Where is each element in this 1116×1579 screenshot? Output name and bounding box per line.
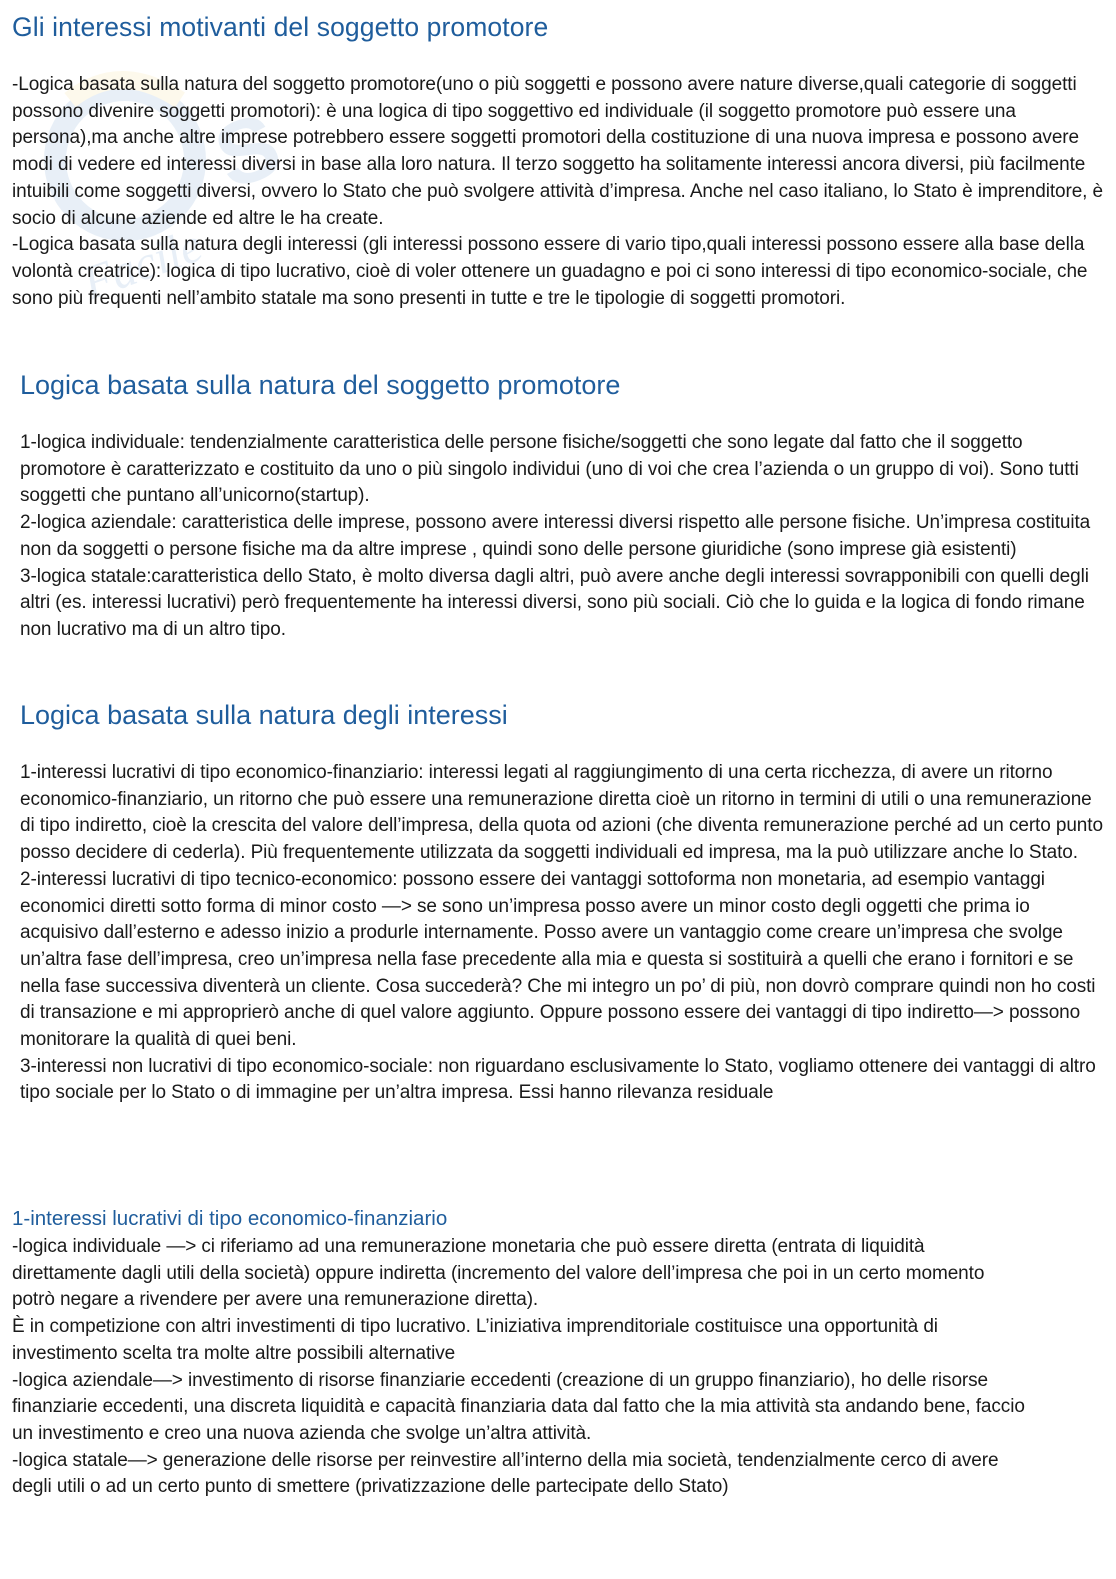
list-item: 1-logica individuale: tendenzialmente caratteristica delle persone fisiche/soggetti che sono legate dal fatto che il soggetto promotore è caratterizzato e costituito da uno o più singolo individui (uno di voi che crea l’azienda o un gruppo di voi). Sono tutti soggetti che puntano all’unicorno(startup). bbox=[20, 432, 1079, 507]
list-item: -logica aziendale—> investimento di risorse finanziarie eccedenti (creazione di un gruppo finanziario), ho delle risorse finanziarie eccedenti, una discreta liquidità e capacità finanziaria data dal fatto che la mia attività sta andando bene, faccio un investimento e creo una nuova azienda che svolge un’altra attività. bbox=[12, 1369, 1025, 1444]
list-item: 3-interessi non lucrativi di tipo economico-sociale: non riguardano esclusivamente lo Stato, vogliamo ottenere dei vantaggi di altro tipo sociale per lo Stato o di immagine per un’altra impresa. Essi hanno rilevanza residuale bbox=[20, 1055, 1096, 1104]
list-item: -logica individuale —> ci riferiamo ad una remunerazione monetaria che può essere diretta (entrata di liquidità direttamente dagli utili della società) oppure indiretta (incremento del valore dell’impresa che poi in un certo momento potrò negare a rivendere per avere una remunerazione diretta). bbox=[12, 1236, 985, 1311]
section-interessi-text bbox=[20, 760, 1105, 1107]
section-soggetto-text bbox=[20, 430, 1105, 644]
svg-text:Facile: Facile bbox=[75, 218, 209, 311]
list-item: 2-logica aziendale: caratteristica delle imprese, possono avere interessi diversi rispetto alle persone fisiche. Un’impresa costituita non da soggetti o persone fisiche ma da altre imprese , quindi sono delle persone giuridiche (sono imprese già esistenti) bbox=[20, 512, 1091, 560]
list-item: 2-interessi lucrativi di tipo tecnico-economico: possono essere dei vantaggi sottoforma non monetaria, ad esempio vantaggi economici diretti sotto forma di minor costo —> se sono un’impresa posso avere un minor costo degli oggetti che prima io acquisivo dall’esterno e adesso inizio a produrle internamente. Posso avere un vantaggio come creare un’impresa che svolge un’altra fase dell’impresa, creo un’impresa nella fase precedente alla mia e questa si sostituirà a quelli che erano i fornitori e se nella fase successiva diventerà un cliente. Cosa succederà? Che mi integro un po’ di più, non dovrò comprare quindi non ho costi di transazione e mi approprierò anche di quel valore aggiunto. Oppure possono essere dei vantaggi di tipo indiretto—> possono monitorare la qualità di quei beni. bbox=[20, 868, 1096, 1051]
section-heading-soggetto: Logica basata sulla natura del soggetto promotore bbox=[20, 370, 621, 400]
list-item: 1-interessi lucrativi di tipo economico-finanziario: interessi legati al raggiungimento di una certa ricchezza, di avere un ritorno economico-finanziario, un ritorno che può essere una remunerazione diretta cioè un ritorno in termini di utili o una remunerazione di tipo indiretto, cioè la crescita del valore dell’impresa, della quota od azioni (che diventa remunerazione perché ad un certo punto posso decidere di cederla). Più frequentemente utilizzata da soggetti individuali ed impresa, ma la può utilizzare anche lo Stato. bbox=[20, 762, 1103, 864]
list-item: -logica statale—> generazione delle risorse per reinvestire all’interno della mia società, tendenzialmente cerco di avere degli utili o ad un certo punto di smettere (privatizzazione delle partecipate dello Stato) bbox=[12, 1449, 999, 1498]
subsection-heading-lucrativi: 1-interessi lucrativi di tipo economico-finanziario bbox=[12, 1207, 448, 1230]
svg-text:S: S bbox=[202, 94, 294, 209]
list-item: 3-logica statale:caratteristica dello Stato, è molto diversa dagli altri, può avere anche degli interessi sovrapponibili con quelli degli altri (es. interessi lucrativi) però frequentemente ha interessi diversi, sono più sociali. Ciò che lo guida e la logica di fondo rimane non lucrativo ma di un altro tipo. bbox=[20, 565, 1089, 640]
subsection-lucrativi-text bbox=[12, 1234, 1032, 1501]
list-item: È in competizione con altri investimenti di tipo lucrativo. L’iniziativa imprenditoriale costituisce una opportunità di investimento scelta tra molte altre possibili alternative bbox=[12, 1316, 938, 1364]
intro-paragraph: -Logica basata sulla natura del soggetto promotore(uno o più soggetti e possono avere nature diverse,quali categorie di soggetti possono divenire soggetti promotori): è una logica di tipo soggettivo ed individuale (il soggetto promotore può essere una persona),ma anche altre imprese potrebbero essere soggetti promotori della costituzione di una nuova impresa e possono avere modi di vedere ed interessi diversi in base alla loro natura. Il terzo soggetto ha solitamente interessi ancora diversi, più facilmente intuibili come soggetti diversi, ovvero lo Stato che può svolgere attività d’impresa. Anche nel caso italiano, lo Stato è imprenditore, è socio di alcune aziende ed altre le ha create. bbox=[12, 74, 1104, 229]
intro-text bbox=[12, 72, 1107, 312]
page-title: Gli interessi motivanti del soggetto promotore bbox=[12, 12, 549, 42]
intro-paragraph: -Logica basata sulla natura degli interessi (gli interessi possono essere di vario tipo,quali interessi possono essere alla base della volontà creatrice): logica di tipo lucrativo, cioè di voler ottenere un guadagno e poi ci sono interessi di tipo economico-sociale, che sono più frequenti nell’ambito statale ma sono presenti in tutte e tre le tipologie di soggetti promotori. bbox=[12, 234, 1088, 309]
section-heading-interessi: Logica basata sulla natura degli interessi bbox=[20, 700, 508, 730]
